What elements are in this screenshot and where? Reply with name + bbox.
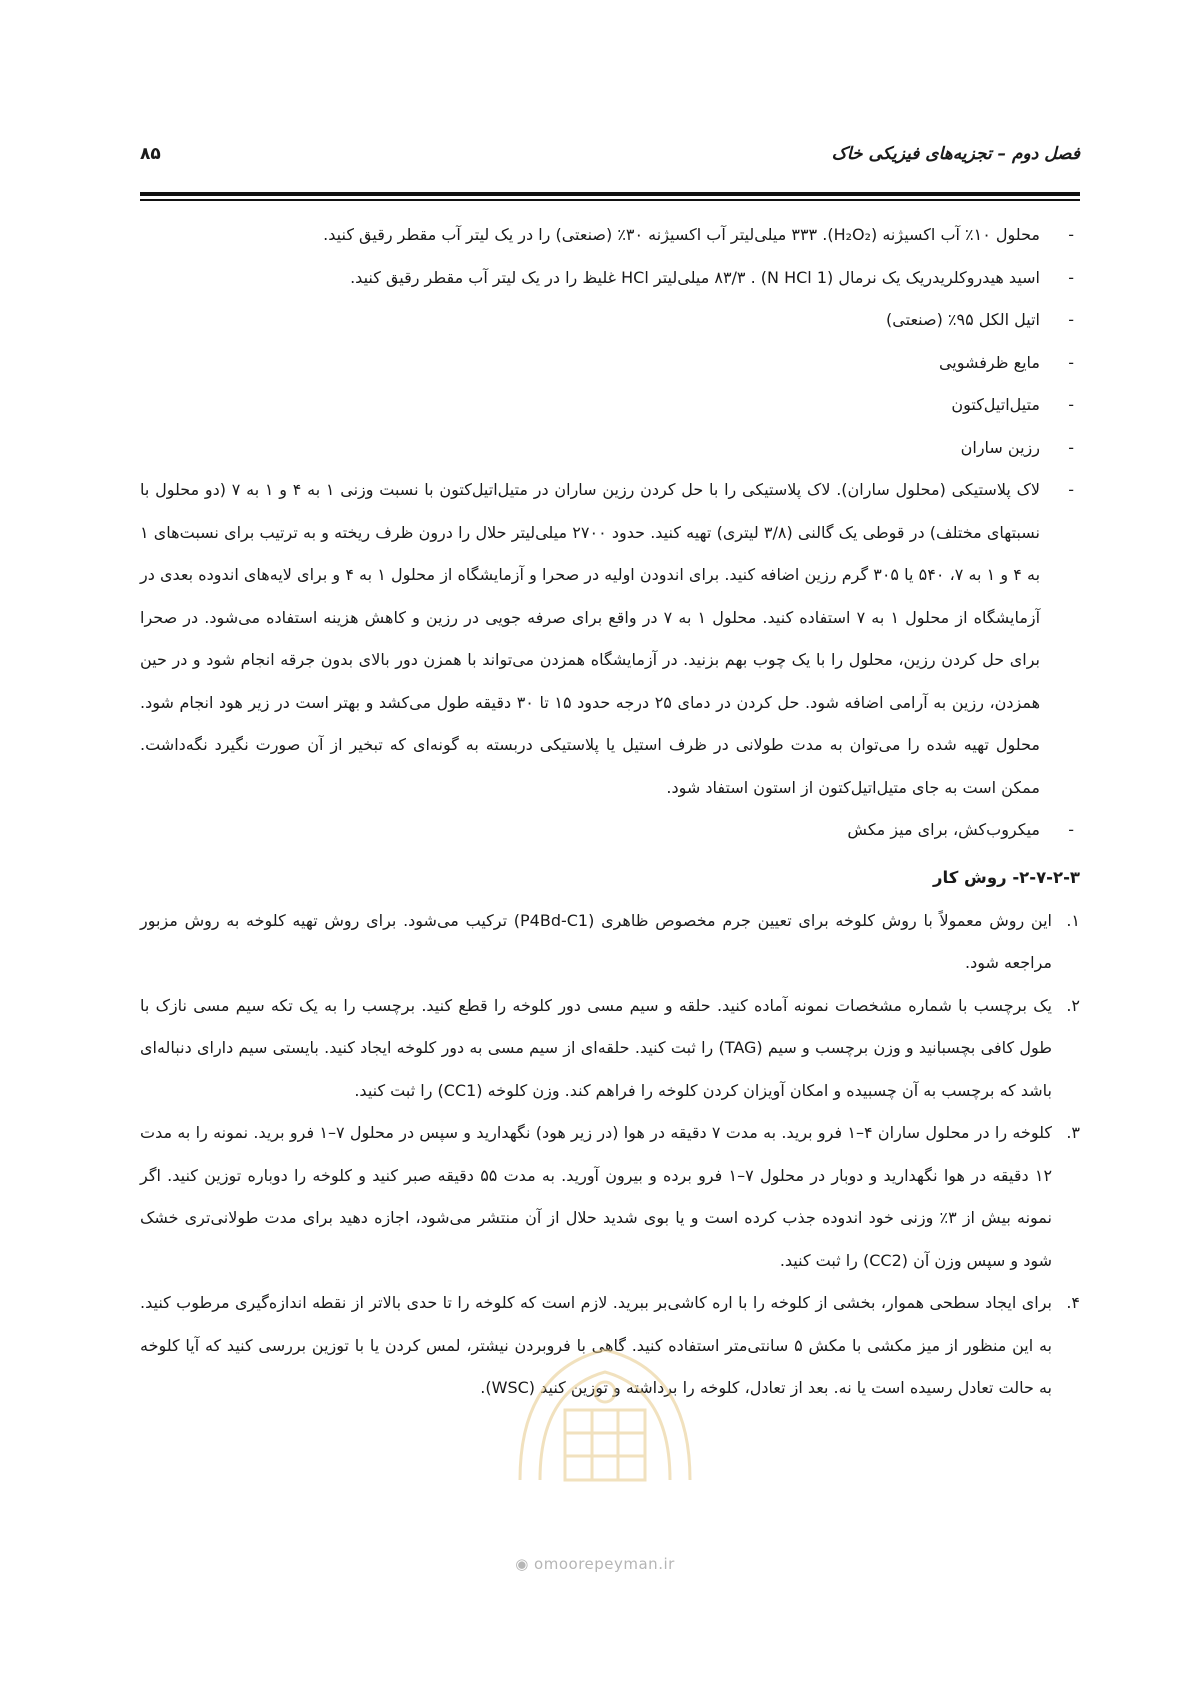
material-text: میکروب‌کش، برای میز مکش [847, 820, 1040, 839]
step-text: کلوخه را در محلول ساران ۴–۱ فرو برید. به مدت ۷ دقیقه در هوا (در زیر هود) نگهدارید و سپس در محلول ۷–۱ فرو برید. نمونه را به مدت ۱۲ دقیقه در هوا نگهدارید و دوبار در محلول ۷–۱ فرو برده و بیرون آورید. به مدت ۵۵ دقیقه صبر کنید و کلوخه را دوباره توزین کنید. اگر نمونه بیش از ۳٪ وزنی خود اندوده جذب کرده است و یا بوی شدید حلال از آن منتشر می‌شود، اجازه دهید برای مدت طولانی‌تری خشک شود و سپس وزن آن (CC2) را ثبت کنید. [140, 1123, 1053, 1270]
bullet-dash: - [1068, 225, 1074, 244]
material-text: اسید هیدروکلریدریک یک نرمال (1 N HCl) . ۸۳/۳ میلی‌لیتر HCl غلیظ را در یک لیتر آب مقطر رقیق کنید. [350, 267, 1040, 287]
list-item [140, 469, 1080, 809]
list-item [140, 900, 1080, 985]
list-item [140, 1112, 1080, 1282]
bullet-dash: - [1068, 437, 1074, 457]
material-text: مایع ظرفشویی [938, 352, 1040, 372]
list-item [140, 384, 1080, 427]
list-item [140, 299, 1080, 342]
bullet-dash: - [1068, 352, 1074, 372]
bullet-dash: - [1068, 480, 1074, 499]
material-text: اتیل الکل ۹۵٪ (صنعتی) [886, 310, 1040, 329]
bullet-dash: - [1068, 267, 1074, 287]
material-text: محلول ۱۰٪ آب اکسیژنه (H₂O₂). ۳۳۳ میلی‌لیتر آب اکسیژنه ۳۰٪ (صنعتی) را در یک لیتر آب مقطر رقیق کنید. [323, 225, 1040, 244]
step-text: این روش معمولاً با روش کلوخه برای تعیین جرم مخصوص ظاهری (P4Bd-C1) ترکیب می‌شود. برای روش تهیه کلوخه به روش مزبور مراجعه شود. [140, 910, 1052, 972]
page-number: ۸۵ [140, 144, 161, 164]
list-item [140, 809, 1080, 852]
step-number: ۴. [1066, 1293, 1080, 1312]
step-number: ۱. [1066, 910, 1080, 930]
materials-list [140, 214, 1080, 852]
list-item [140, 342, 1080, 385]
material-text: لاک پلاستیکی (محلول ساران). لاک پلاستیکی را با حل کردن رزین ساران در متیل‌اتیل‌کتون با نسبت وزنی ۱ به ۴ و ۱ به ۷ (دو محلول با نسبتهای مختلف) در قوطی یک گالنی (۳/۸ لیتری) تهیه کنید. حدود ۲۷۰۰ میلی‌لیتر حلال را درون ظرف ریخته و به ترتیب برای نسبت‌های ۱ به ۴ و ۱ به ۷، ۵۴۰ یا ۳۰۵ گرم رزین اضافه کنید. برای اندودن اولیه در صحرا و آزمایشگاه از محلول ۱ به ۴ و برای لایه‌های اندوده بعدی در آزمایشگاه از محلول ۱ به ۷ استفاده کنید. محلول ۱ به ۷ در واقع برای صرفه جویی در رزین و کاهش هزینه استفاده می‌شود. در صحرا برای حل کردن رزین، محلول را با یک چوب بهم بزنید. در آزمایشگاه همزدن می‌تواند با همزن دور بالای بدون جرقه انجام شود و در حین همزدن، رزین به آرامی اضافه شود. حل کردن در دمای ۲۵ درجه حدود ۱۵ تا ۳۰ دقیقه طول می‌کشد و بهتر است در زیر هود انجام شود. محلول تهیه شده را می‌توان به مدت طولانی در ظرف استیل یا پلاستیکی دربسته به گونه‌ای که تبخیر از آن صورت نگیرد نگه‌داشت. ممکن است به جای متیل‌اتیل‌کتون از استون استفاد شود. [140, 480, 1041, 797]
watermark-seal-icon [480, 1330, 730, 1500]
material-text: رزین ساران [960, 437, 1040, 457]
step-number: ۲. [1066, 995, 1080, 1015]
section-heading: ۲-۷-۲-۳- روش کار [933, 867, 1080, 887]
step-text: برای ایجاد سطحی هموار، بخشی از کلوخه را با اره کاشی‌بر ببرید. لازم است که کلوخه را تا حدی بالاتر از نقطه اندازه‌گیری مرطوب کنید. به این منظور از میز مکشی با مکش ۵ سانتی‌متر استفاده کنید. گاهی با فروبردن نیشتر، لمس کردن یا با توزین بررسی کنید که آیا کلوخه به حالت تعادل رسیده است یا نه. بعد از تعادل، کلوخه را برداشته و توزین کنید (WSC). [140, 1293, 1053, 1397]
bullet-dash: - [1068, 310, 1074, 329]
material-text: متیل‌اتیل‌کتون [951, 395, 1040, 414]
step-number: ۳. [1066, 1123, 1080, 1142]
header-rule-thin [140, 199, 1080, 201]
bullet-dash: - [1068, 395, 1074, 414]
list-item [140, 257, 1080, 300]
running-header [140, 140, 1080, 170]
list-item [140, 427, 1080, 470]
step-text: یک برچسب با شماره مشخصات نمونه آماده کنید. حلقه و سیم مسی دور کلوخه را قطع کنید. برچسب را به یک تکه سیم مسی نازک با طول کافی بچسبانید و وزن برچسب و سیم (TAG) را ثبت کنید. حلقه‌ای از سیم مسی به دور کلوخه ایجاد کنید. بایستی سیم دارای دنباله‌ای باشد که برچسب به آن چسبیده و امکان آویزان کردن کلوخه را فراهم کند. وزن کلوخه (CC1) را ثبت کنید. [140, 995, 1052, 1100]
chapter-title: فصل دوم – تجزیه‌های فیزیکی خاک [831, 144, 1080, 164]
list-item [140, 214, 1080, 257]
watermark-url: ◉ omoorepeyman.ir [515, 1555, 675, 1573]
bullet-dash: - [1068, 820, 1074, 839]
list-item [140, 985, 1080, 1113]
main-content [140, 214, 1080, 1410]
header-rule-thick [140, 192, 1080, 196]
